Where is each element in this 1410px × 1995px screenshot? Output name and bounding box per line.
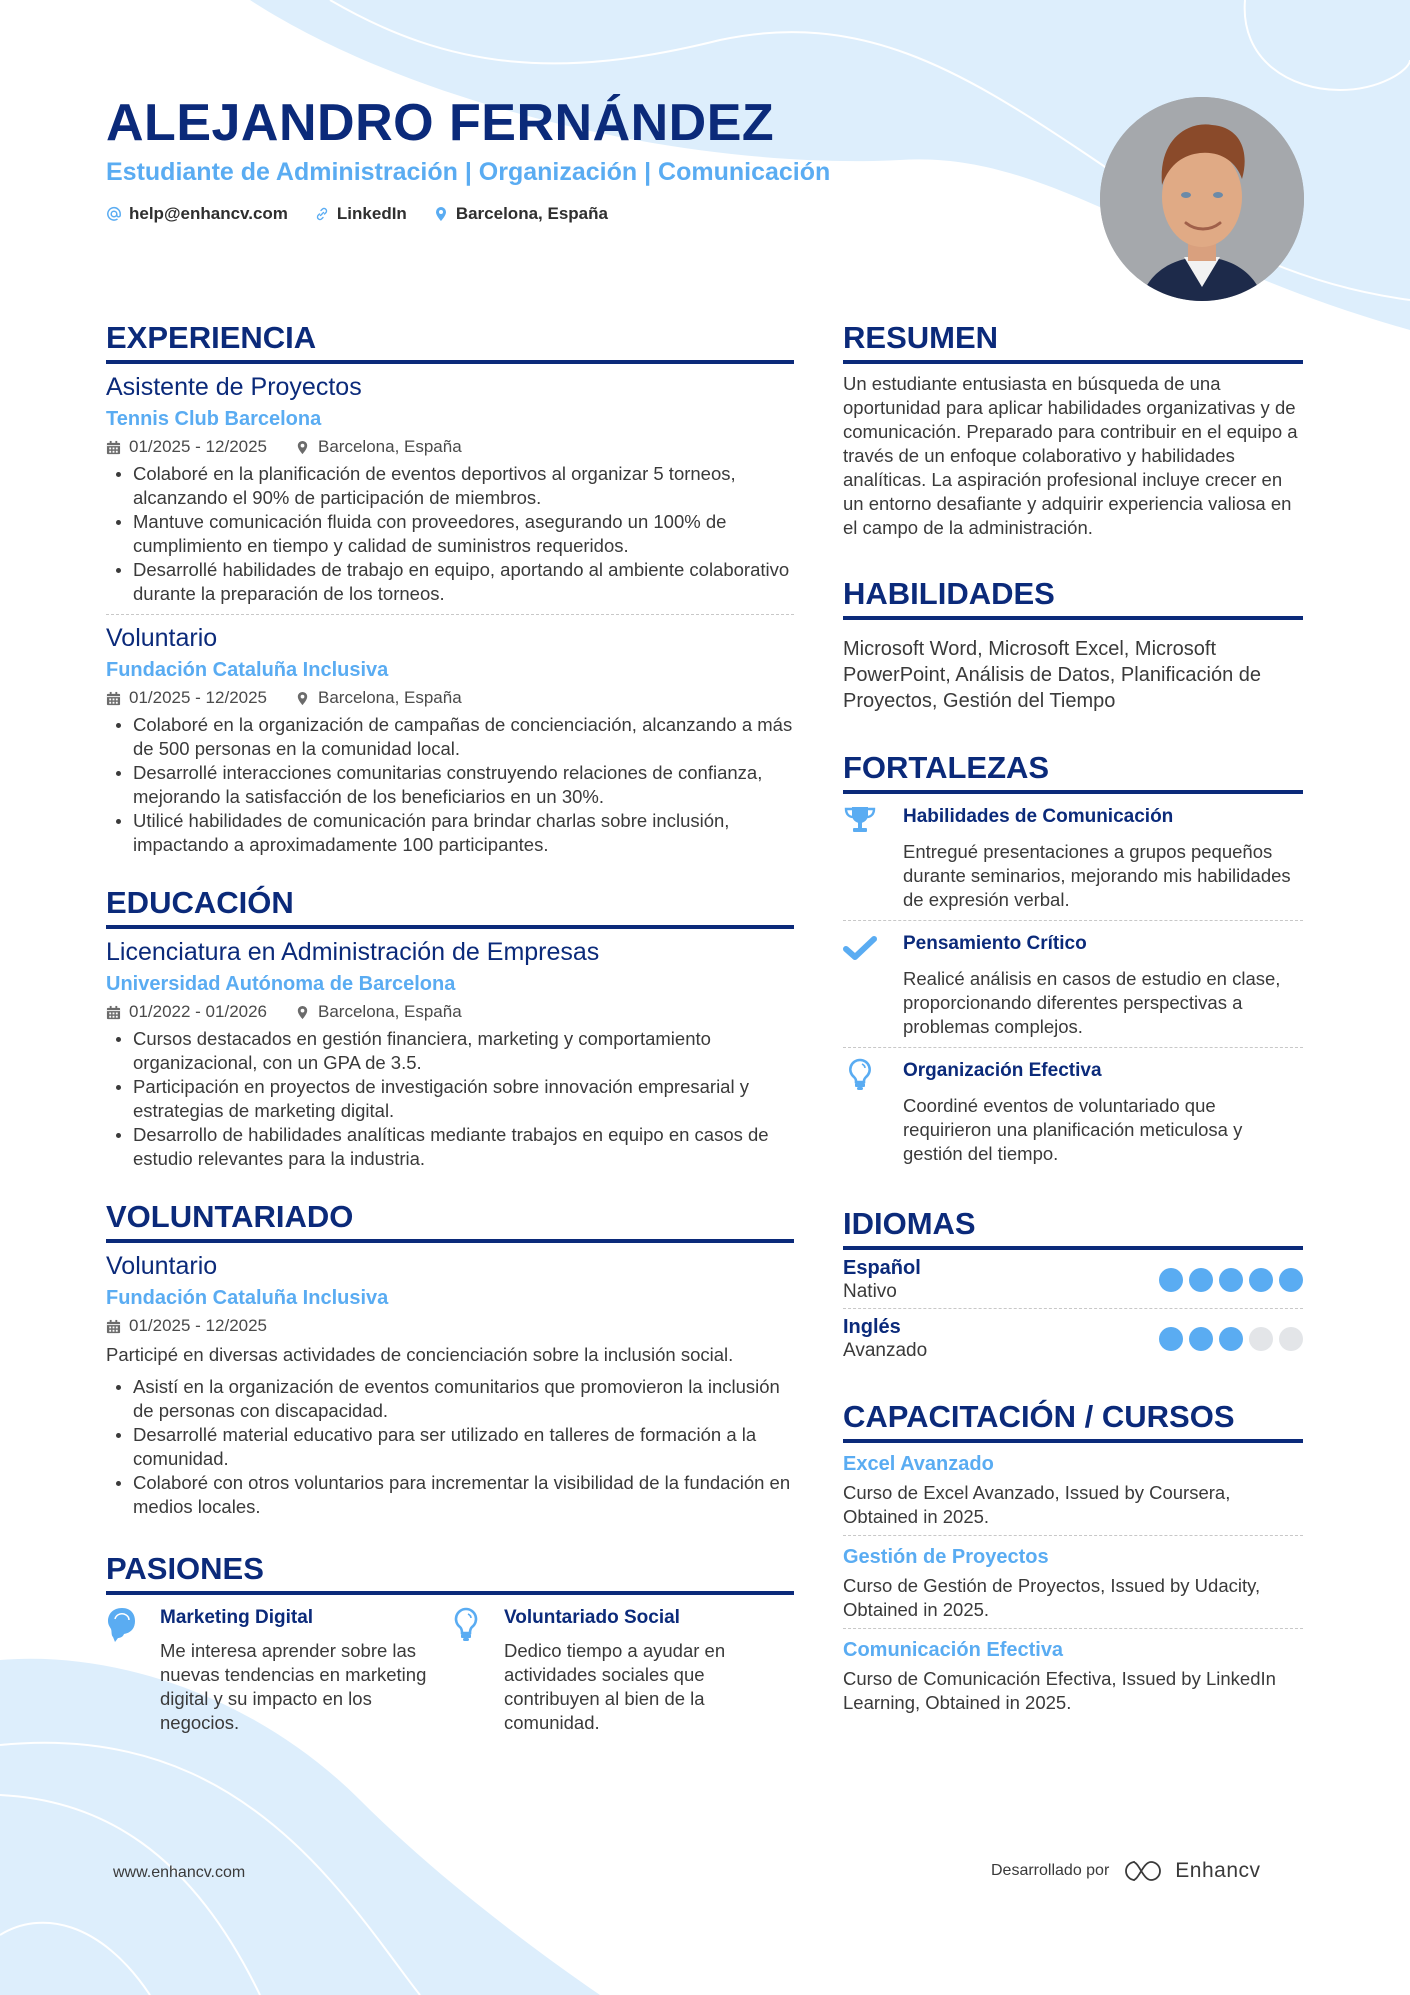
entry-location: Barcelona, España <box>318 1002 462 1021</box>
bullet-item: Colaboré en la organización de campañas de concienciación, alcanzando a más de 500 personas en la comunidad local. <box>106 713 794 761</box>
resume-header <box>106 92 1006 224</box>
courses-section <box>843 1397 1303 1721</box>
left-column <box>106 318 794 1761</box>
company-name: Fundación Cataluña Inclusiva <box>106 659 389 681</box>
rating-dot-filled <box>1189 1327 1213 1351</box>
job-title: Voluntario <box>106 624 218 652</box>
organization-name: Fundación Cataluña Inclusiva <box>106 1287 389 1309</box>
course-description: Curso de Comunicación Efectiva, Issued by LinkedIn Learning, Obtained in 2025. <box>843 1668 1276 1713</box>
job-title: Asistente de Proyectos <box>106 373 362 401</box>
contact-email-label: help@enhancv.com <box>129 204 288 223</box>
entry-description: Participé en diversas actividades de concienciación sobre la inclusión social. <box>106 1344 734 1365</box>
contact-row <box>106 204 1006 224</box>
passions-list <box>106 1605 794 1735</box>
lightbulb-icon <box>450 1607 482 1643</box>
language-level: Nativo <box>843 1281 897 1302</box>
strength-title: Habilidades de Comunicación <box>903 806 1174 827</box>
entry-meta <box>106 1313 794 1339</box>
candidate-name: ALEJANDRO FERNÁNDEZ <box>106 94 775 152</box>
volunteering-section <box>106 1197 794 1519</box>
strength-title: Pensamiento Crítico <box>903 933 1087 954</box>
section-title-courses: CAPACITACIÓN / CURSOS <box>843 1397 1303 1443</box>
company-name: Tennis Club Barcelona <box>106 408 322 430</box>
contact-location <box>433 204 608 224</box>
experience-section <box>106 318 794 857</box>
summary-text: Un estudiante entusiasta en búsqueda de una oportunidad para aplicar habilidades organizativas y de comunicación. Preparado para contribuir en el equipo a través de un enfoque colaborativo y habilidades analíticas. La aspiración profesional incluye crecer en un entorno desafiante y adquirir experiencia valiosa en el campo de la administración. <box>843 373 1298 538</box>
strength-item <box>843 1047 1303 1174</box>
contact-email[interactable] <box>106 204 288 224</box>
skills-section <box>843 574 1303 714</box>
bullet-list <box>106 1375 794 1519</box>
experience-entry <box>106 614 794 857</box>
passion-item <box>450 1605 794 1735</box>
entry-dates: 01/2025 - 12/2025 <box>129 437 268 456</box>
section-title-strengths: FORTALEZAS <box>843 748 1303 794</box>
education-section <box>106 883 794 1171</box>
course-description: Curso de Gestión de Proyectos, Issued by Udacity, Obtained in 2025. <box>843 1575 1261 1620</box>
portrait-illustration <box>1100 97 1304 301</box>
bullet-item: Cursos destacados en gestión financiera, marketing y comportamiento organizacional, con un GPA de 3.5. <box>106 1027 794 1075</box>
section-title-education: EDUCACIÓN <box>106 883 794 929</box>
brand-name: Enhancv <box>1175 1859 1261 1882</box>
footer-branding <box>991 1858 1261 1884</box>
section-title-experience: EXPERIENCIA <box>106 318 794 364</box>
location-pin-icon <box>295 1005 310 1020</box>
passion-description: Me interesa aprender sobre las nuevas tendencias en marketing digital y su impacto en los negocios. <box>160 1640 427 1733</box>
location-pin-icon <box>295 440 310 455</box>
calendar-icon <box>106 1319 121 1334</box>
rating-dot-empty <box>1279 1327 1303 1351</box>
bullet-list <box>106 713 794 857</box>
strength-description: Entregué presentaciones a grupos pequeños durante seminarios, mejorando mis habilidades de expresión verbal. <box>903 841 1291 910</box>
skills-text: Microsoft Word, Microsoft Excel, Microsoft PowerPoint, Análisis de Datos, Planificación de Proyectos, Gestión del Tiempo <box>843 638 1262 712</box>
location-pin-icon <box>433 206 449 222</box>
rating-dot-filled <box>1249 1268 1273 1292</box>
entry-meta <box>106 685 794 711</box>
entry-meta <box>106 999 794 1025</box>
rating-dot-filled <box>1219 1268 1243 1292</box>
strength-description: Realicé análisis en casos de estudio en clase, proporcionando diferentes perspectivas a problemas complejos. <box>903 968 1281 1037</box>
calendar-icon <box>106 691 121 706</box>
summary-section <box>843 318 1303 540</box>
entry-dates: 01/2022 - 01/2026 <box>129 1002 268 1021</box>
course-item <box>843 1535 1303 1628</box>
section-title-skills: HABILIDADES <box>843 574 1303 620</box>
language-item <box>843 1308 1303 1367</box>
section-title-summary: RESUMEN <box>843 318 1303 364</box>
calendar-icon <box>106 1005 121 1020</box>
enhancv-logo-icon <box>1119 1858 1165 1884</box>
passions-section <box>106 1549 794 1735</box>
strength-item <box>843 794 1303 920</box>
footer-website[interactable]: www.enhancv.com <box>113 1864 246 1881</box>
strength-item <box>843 920 1303 1047</box>
bullet-item: Colaboré en la planificación de eventos deportivos al organizar 5 torneos, alcanzando el 90% de participación de miembros. <box>106 462 794 510</box>
calendar-icon <box>106 440 121 455</box>
course-title: Excel Avanzado <box>843 1453 994 1475</box>
profile-photo <box>1100 97 1304 301</box>
languages-section <box>843 1204 1303 1367</box>
strengths-section <box>843 748 1303 1174</box>
trophy-icon <box>843 804 877 838</box>
entry-location: Barcelona, España <box>318 688 462 707</box>
strength-title: Organización Efectiva <box>903 1060 1102 1081</box>
rating-dot-empty <box>1249 1327 1273 1351</box>
passion-item <box>106 1605 450 1735</box>
passion-description: Dedico tiempo a ayudar en actividades sociales que contribuyen al bien de la comunidad. <box>504 1640 726 1733</box>
language-level: Avanzado <box>843 1340 928 1361</box>
rating-dot-filled <box>1159 1268 1183 1292</box>
volunteer-role: Voluntario <box>106 1252 218 1280</box>
bullet-item: Asistí en la organización de eventos comunitarios que promovieron la inclusión de personas con discapacidad. <box>106 1375 794 1423</box>
passion-title: Marketing Digital <box>160 1607 314 1628</box>
course-item <box>843 1628 1303 1721</box>
strength-description: Coordiné eventos de voluntariado que requirieron una planificación meticulosa y gestión del tiempo. <box>903 1095 1243 1164</box>
bullet-item: Desarrollo de habilidades analíticas mediante trabajos en equipo en casos de estudio relevantes para la industria. <box>106 1123 794 1171</box>
bullet-item: Desarrollé material educativo para ser utilizado en talleres de formación a la comunidad. <box>106 1423 794 1471</box>
language-rating <box>1159 1268 1303 1292</box>
education-entry <box>106 929 794 1171</box>
candidate-title: Estudiante de Administración | Organización | Comunicación <box>106 158 831 186</box>
language-item <box>843 1250 1303 1308</box>
section-title-languages: IDIOMAS <box>843 1204 1303 1250</box>
degree-title: Licenciatura en Administración de Empresas <box>106 938 600 966</box>
bullet-item: Desarrollé habilidades de trabajo en equipo, aportando al ambiente colaborativo durante la preparación de los torneos. <box>106 558 794 606</box>
course-title: Gestión de Proyectos <box>843 1546 1049 1568</box>
language-name: Español <box>843 1257 921 1279</box>
right-column <box>843 318 1303 1747</box>
experience-entry <box>106 364 794 606</box>
entry-dates: 01/2025 - 12/2025 <box>129 688 268 707</box>
course-title: Comunicación Efectiva <box>843 1639 1064 1661</box>
volunteering-entry <box>106 1243 794 1519</box>
rating-dot-filled <box>1279 1268 1303 1292</box>
bullet-list <box>106 1027 794 1171</box>
course-description: Curso de Excel Avanzado, Issued by Coursera, Obtained in 2025. <box>843 1482 1231 1527</box>
at-icon <box>106 206 122 222</box>
language-name: Inglés <box>843 1316 901 1338</box>
bullet-item: Participación en proyectos de investigación sobre innovación empresarial y estrategias de marketing digital. <box>106 1075 794 1123</box>
entry-location: Barcelona, España <box>318 437 462 456</box>
contact-location-label: Barcelona, España <box>455 204 608 223</box>
checkmark-icon <box>843 931 877 965</box>
entry-dates: 01/2025 - 12/2025 <box>129 1316 268 1335</box>
powered-by-label: Desarrollado por <box>991 1862 1110 1879</box>
course-item <box>843 1443 1303 1535</box>
head-brain-icon <box>106 1607 138 1643</box>
passion-title: Voluntariado Social <box>504 1607 680 1628</box>
rating-dot-filled <box>1159 1327 1183 1351</box>
rating-dot-filled <box>1219 1327 1243 1351</box>
location-pin-icon <box>295 691 310 706</box>
rating-dot-filled <box>1189 1268 1213 1292</box>
lightbulb-icon <box>843 1058 877 1092</box>
entry-meta <box>106 434 794 460</box>
contact-linkedin[interactable] <box>314 204 407 224</box>
school-name: Universidad Autónoma de Barcelona <box>106 973 456 995</box>
link-icon <box>314 206 330 222</box>
language-rating <box>1159 1327 1303 1351</box>
bullet-item: Desarrollé interacciones comunitarias construyendo relaciones de confianza, mejorando la satisfacción de los beneficiarios en un 30%. <box>106 761 794 809</box>
bullet-item: Mantuve comunicación fluida con proveedores, asegurando un 100% de cumplimiento en tiempo y calidad de suministros requeridos. <box>106 510 794 558</box>
section-title-passions: PASIONES <box>106 1549 794 1595</box>
contact-linkedin-label: LinkedIn <box>336 204 407 223</box>
bullet-item: Utilicé habilidades de comunicación para brindar charlas sobre inclusión, impactando a aproximadamente 100 participantes. <box>106 809 794 857</box>
bullet-list <box>106 462 794 606</box>
section-title-volunteering: VOLUNTARIADO <box>106 1197 794 1243</box>
bullet-item: Colaboré con otros voluntarios para incrementar la visibilidad de la fundación en medios locales. <box>106 1471 794 1519</box>
